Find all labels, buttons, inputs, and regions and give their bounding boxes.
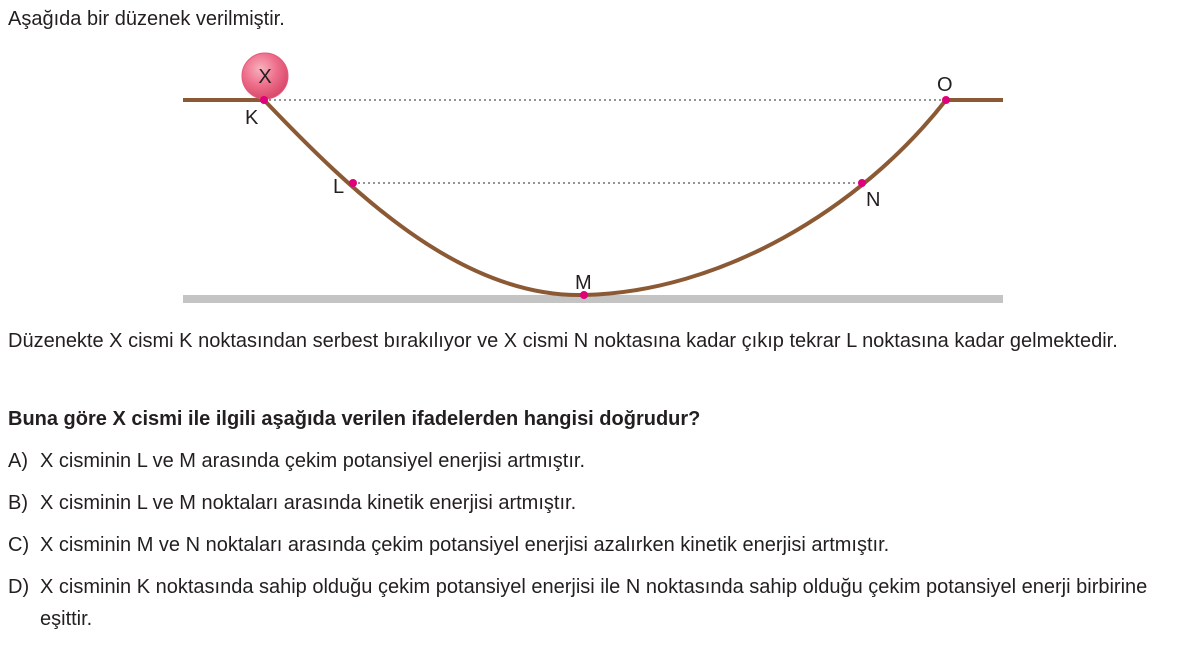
option-letter: D) bbox=[8, 576, 30, 598]
point-k bbox=[260, 96, 268, 104]
option-letter: A) bbox=[8, 450, 28, 472]
point-l bbox=[349, 179, 357, 187]
label-l: L bbox=[333, 176, 345, 198]
label-o: O bbox=[937, 74, 953, 96]
track-diagram bbox=[0, 0, 1186, 320]
option-text: X cisminin M ve N noktaları arasında çekim potansiyel enerjisi azalırken kinetik enerjisi artmıştır. bbox=[40, 534, 890, 556]
ball-label: X bbox=[258, 66, 272, 88]
description-paragraph: Düzenekte X cismi K noktasından serbest bırakılıyor ve X cismi N noktasına kadar çıkıp tekrar L noktasına kadar gelmektedir. bbox=[8, 330, 1118, 352]
label-k: K bbox=[245, 107, 259, 129]
option-a[interactable] bbox=[8, 445, 1184, 477]
intro-text: Aşağıda bir düzenek verilmiştir. bbox=[8, 8, 285, 30]
option-text: X cisminin K noktasında sahip olduğu çekim potansiyel enerjisi ile N noktasında sahip olduğu çekim potansiyel enerji birbirine eşittir. bbox=[40, 576, 1148, 630]
point-o bbox=[942, 96, 950, 104]
option-b[interactable] bbox=[8, 487, 1184, 519]
option-letter: C) bbox=[8, 534, 30, 556]
label-n: N bbox=[866, 189, 881, 211]
question-text: Buna göre X cismi ile ilgili aşağıda verilen ifadelerden hangisi doğrudur? bbox=[8, 408, 701, 430]
option-d[interactable] bbox=[8, 571, 1184, 635]
label-m: M bbox=[575, 272, 592, 294]
point-n bbox=[858, 179, 866, 187]
option-c[interactable] bbox=[8, 529, 1184, 561]
option-text: X cisminin L ve M arasında çekim potansiyel enerjisi artmıştır. bbox=[40, 450, 586, 472]
option-letter: B) bbox=[8, 492, 28, 514]
option-text: X cisminin L ve M noktaları arasında kinetik enerjisi artmıştır. bbox=[40, 492, 577, 514]
